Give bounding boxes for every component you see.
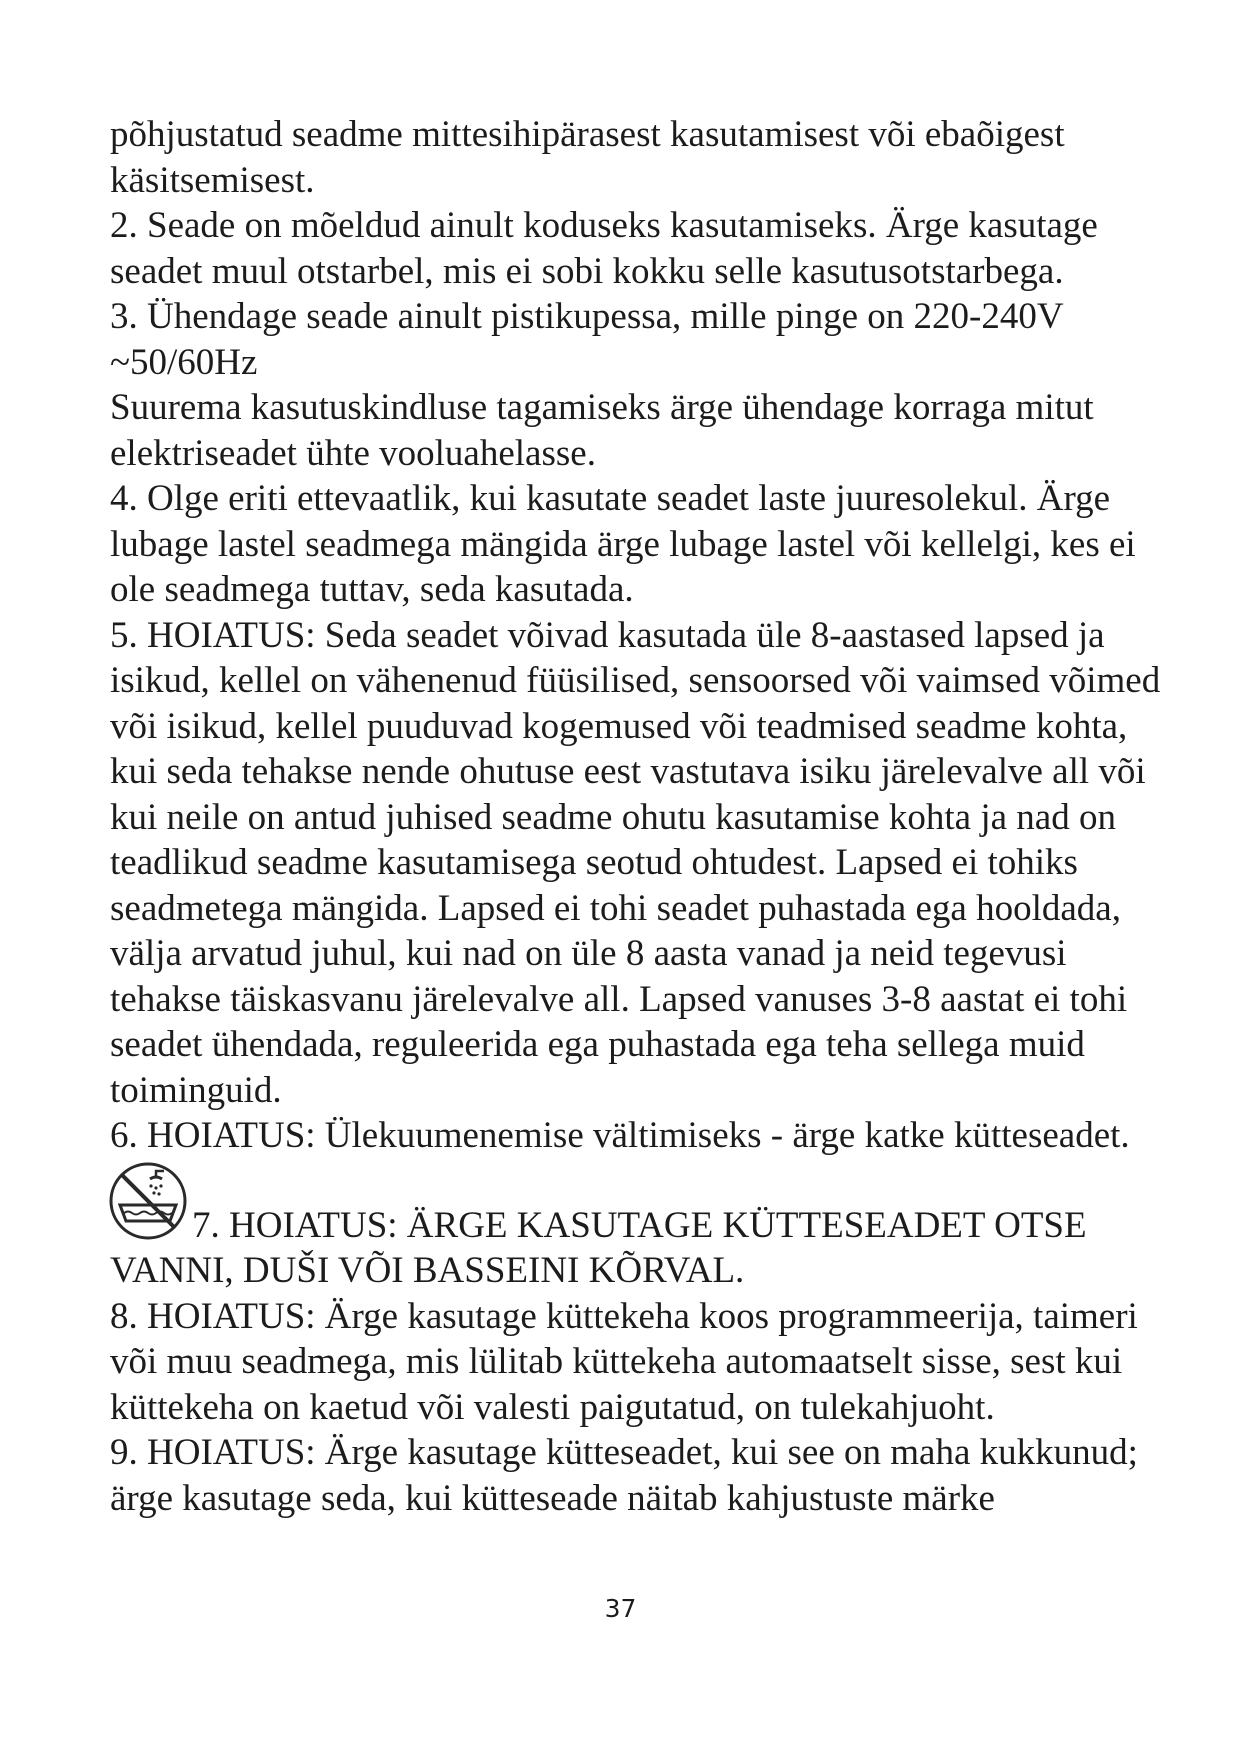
paragraph-item-4: 4. Olge eriti ettevaatlik, kui kasutate seadet laste juuresolekul. Ärge lubage lastel seadmega mängida ärge lubage lastel või kellelgi, kes ei ole seadmega tuttav, seda kasutada. — [110, 478, 1136, 610]
paragraph-item-7-row — [110, 1159, 1180, 1294]
paragraph-item-9: 9. HOIATUS: Ärge kasutage kütteseadet, kui see on maha kukkunud; ärge kasutage seda, kui kütteseade näitab kahjustuste märke — [110, 1432, 1138, 1519]
paragraph-item-5: 5. HOIATUS: Seda seadet võivad kasutada üle 8-aastased lapsed ja isikud, kellel on vähenenud füüsilised, sensoorsed või vaimsed võimed või isikud, kellel puuduvad kogemused või teadmised seadme kohta, kui seda tehakse nende ohutuse eest vastutava isiku järelevalve all või kui neile on antud juhised seadme ohutu kasutamise kohta ja nad on teadlikud seadme kasutamisega seotud ohtudest. Lapsed ei tohiks seadmetega mängida. Lapsed ei tohi seadet puhastada ega hooldada, välja arvatud juhul, kui nad on üle 8 aasta vanad ja neid tegevusi tehakse täiskasvanu järelevalve all. Lapsed vanuses 3-8 aastat ei tohi seadet ühendada, reguleerida ega puhastada ega teha sellega muid toiminguid. — [110, 614, 1161, 1111]
paragraph-item-6: 6. HOIATUS: Ülekuumenemise vältimiseks - ärge katke kütteseadet. — [110, 1115, 1130, 1156]
paragraph-item-7: 7. HOIATUS: ÄRGE KASUTAGE KÜTTESEADET OTSE VANNI, DUŠI VÕI BASSEINI KÕRVAL. — [110, 1204, 1087, 1291]
paragraph-item-3: 3. Ühendage seade ainult pistikupessa, mille pinge on 220-240V ~50/60Hz — [110, 296, 1063, 383]
paragraph-intro-continuation: põhjustatud seadme mittesihipärasest kasutamisest või ebaõigest käsitsemisest. — [110, 114, 1065, 201]
paragraph-item-3-note: Suurema kasutuskindluse tagamiseks ärge ühendage korraga mitut elektriseadet ühte vooluahelasse. — [110, 387, 1094, 474]
paragraph-item-8: 8. HOIATUS: Ärge kasutage küttekeha koos programmeerija, taimeri või muu seadmega, mis lülitab küttekeha automaatselt sisse, sest kui küttekeha on kaetud või valesti paigutatud, on tulekahjuoht. — [110, 1295, 1138, 1428]
page-number: 37 — [604, 1594, 637, 1623]
paragraph-item-2: 2. Seade on mõeldud ainult koduseks kasutamiseks. Ärge kasutage seadet muul otstarbel, mis ei sobi kokku selle kasutusotstarbega. — [110, 205, 1098, 292]
document-body — [110, 112, 1180, 1521]
no-bath-shower-icon — [106, 1159, 190, 1243]
